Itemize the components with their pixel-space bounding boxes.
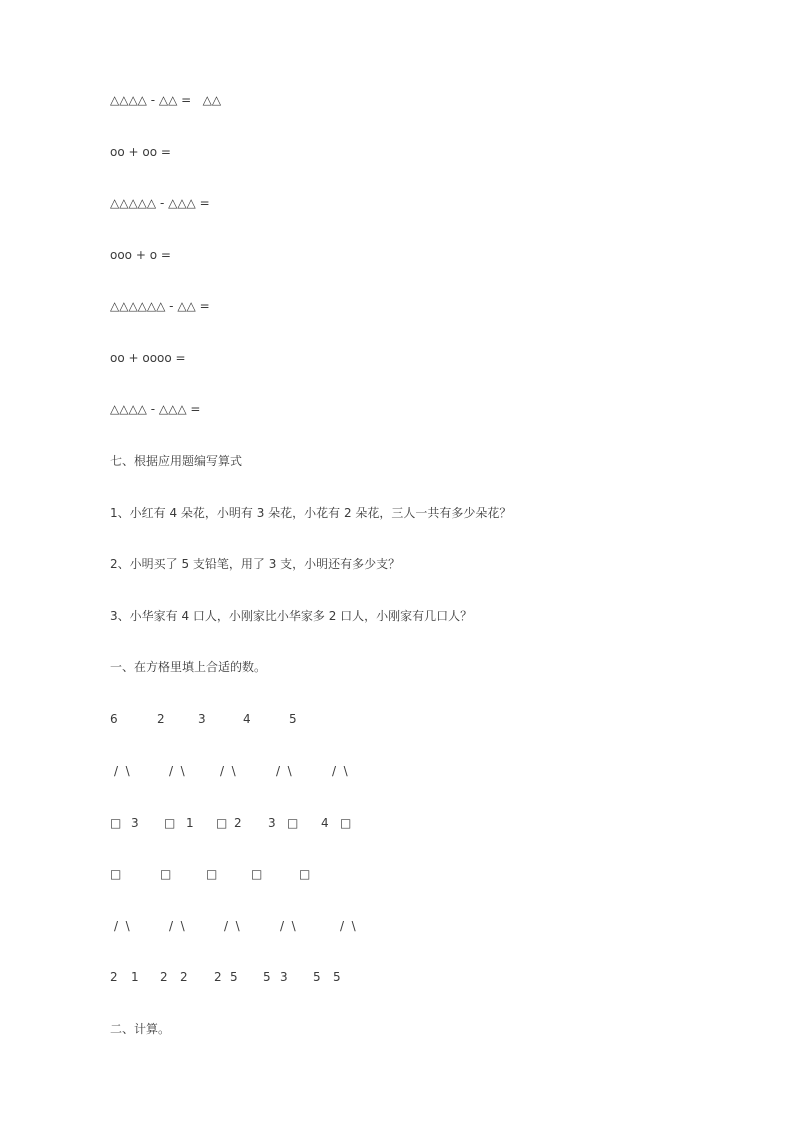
tree-branch-3: / \ xyxy=(220,764,236,778)
section7-heading: 七、根据应用题编写算式 xyxy=(110,454,243,468)
tree-row3-3a: □ xyxy=(216,816,228,830)
tree-branch2-1: / \ xyxy=(114,919,130,933)
tree-branch2-4: / \ xyxy=(280,919,296,933)
tree-bottom-2a: 2 xyxy=(160,970,168,984)
tree-row4-2: □ xyxy=(160,867,172,881)
tree-bottom-4b: 3 xyxy=(280,970,288,984)
tree-bottom-4a: 5 xyxy=(263,970,271,984)
tree-row3-4b: □ xyxy=(287,816,299,830)
section1-heading: 一、在方格里填上合适的数。 xyxy=(110,660,267,674)
tree-branch-4: / \ xyxy=(276,764,292,778)
tree-top-5: 5 xyxy=(289,712,297,726)
arith-line-6: oo + oooo = xyxy=(110,351,186,365)
tree-branch-5: / \ xyxy=(332,764,348,778)
tree-top-4: 4 xyxy=(243,712,251,726)
tree-branch2-3: / \ xyxy=(224,919,240,933)
tree-bottom-5b: 5 xyxy=(333,970,341,984)
arith-line-7: △△△△ - △△△ = xyxy=(110,402,201,416)
tree-branch2-5: / \ xyxy=(340,919,356,933)
tree-bottom-1a: 2 xyxy=(110,970,118,984)
tree-bottom-5a: 5 xyxy=(313,970,321,984)
tree-row3-2a: □ xyxy=(164,816,176,830)
arith-line-5: △△△△△△ - △△ = xyxy=(110,299,210,313)
tree-bottom-3b: 5 xyxy=(230,970,238,984)
tree-row4-4: □ xyxy=(251,867,263,881)
tree-row3-1b: 3 xyxy=(131,816,139,830)
tree-top-2: 2 xyxy=(157,712,165,726)
arith-line-3: △△△△△ - △△△ = xyxy=(110,196,210,210)
tree-row3-4a: 3 xyxy=(268,816,276,830)
tree-bottom-3a: 2 xyxy=(214,970,222,984)
tree-top-3: 3 xyxy=(198,712,206,726)
tree-row3-3b: 2 xyxy=(234,816,242,830)
arith-line-2: oo + oo = xyxy=(110,145,171,159)
tree-branch-2: / \ xyxy=(169,764,185,778)
problem-3: 3、小华家有 4 口人，小刚家比小华家多 2 口人，小刚家有几口人？ xyxy=(110,609,473,623)
tree-row3-5a: 4 xyxy=(321,816,329,830)
tree-top-1: 6 xyxy=(110,712,118,726)
tree-branch2-2: / \ xyxy=(169,919,185,933)
tree-row3-1a: □ xyxy=(110,816,122,830)
section2-heading: 二、计算。 xyxy=(110,1022,171,1036)
problem-1: 1、小红有 4 朵花，小明有 3 朵花，小花有 2 朵花，三人一共有多少朵花？ xyxy=(110,506,512,520)
tree-row3-2b: 1 xyxy=(186,816,194,830)
tree-row4-3: □ xyxy=(206,867,218,881)
arith-line-1: △△△△ - △△ = △△ xyxy=(110,93,222,107)
tree-row3-5b: □ xyxy=(340,816,352,830)
tree-bottom-2b: 2 xyxy=(180,970,188,984)
problem-2: 2、小明买了 5 支铅笔，用了 3 支，小明还有多少支？ xyxy=(110,557,401,571)
tree-branch-1: / \ xyxy=(114,764,130,778)
tree-row4-5: □ xyxy=(299,867,311,881)
arith-line-4: ooo + o = xyxy=(110,248,171,262)
tree-bottom-1b: 1 xyxy=(131,970,139,984)
tree-row4-1: □ xyxy=(110,867,122,881)
